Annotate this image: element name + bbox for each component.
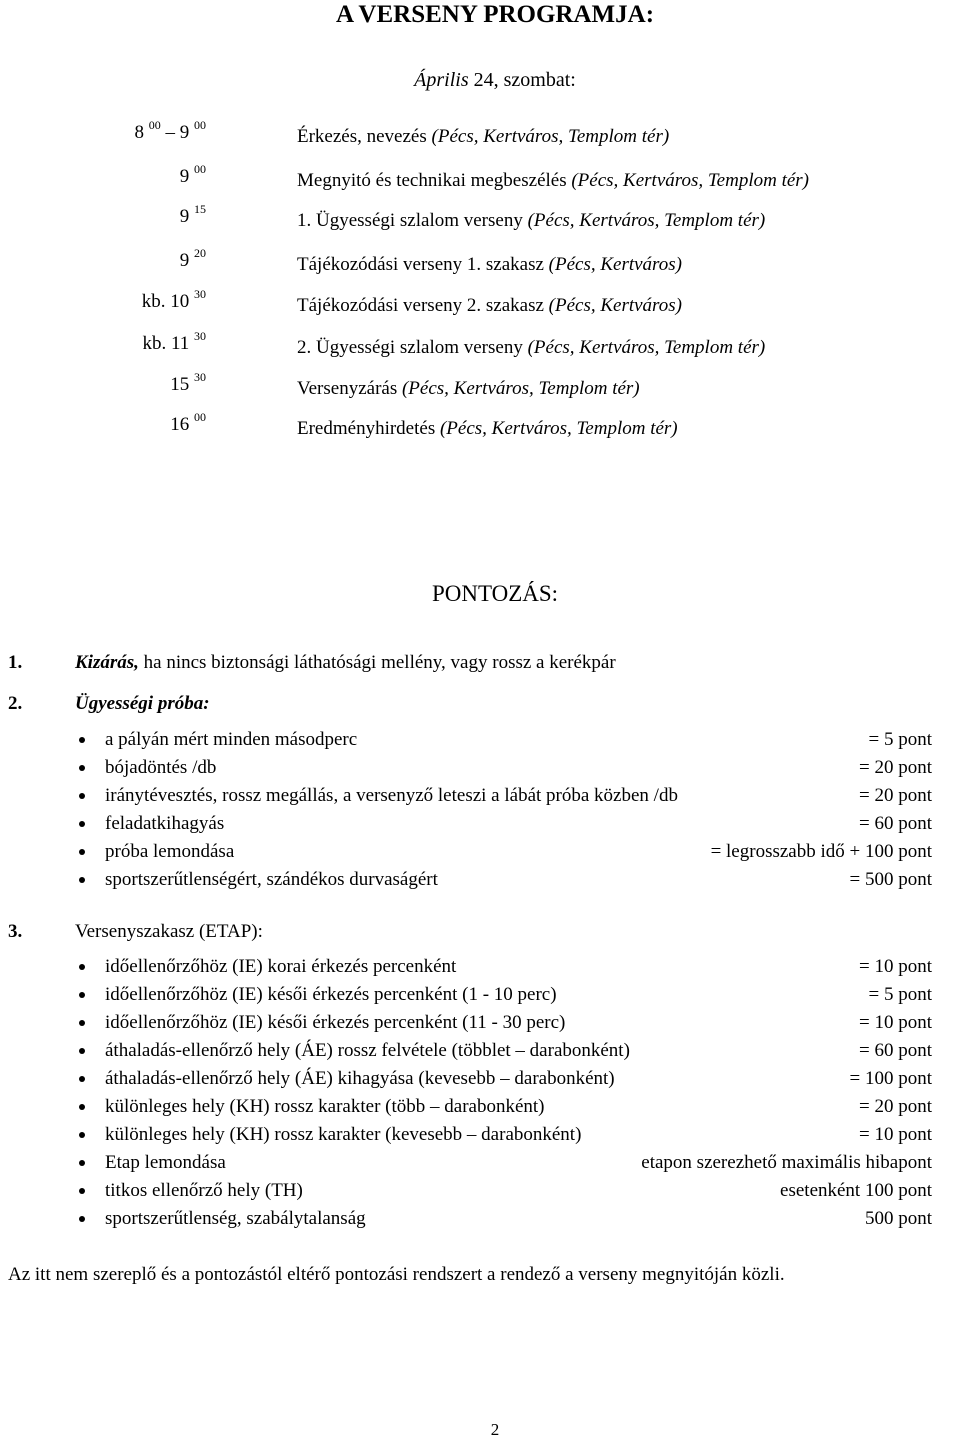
list-item-value: = 10 pont xyxy=(859,956,932,977)
schedule-time: 9 $^{15}$ xyxy=(179,201,206,227)
scoring-heading: PONTOZÁS: xyxy=(431,581,559,606)
list-item-label: különleges hely (KH) rossz karakter (több – darabonként) xyxy=(105,1096,545,1117)
bullet-icon xyxy=(79,1132,85,1138)
bullet-icon xyxy=(79,1076,85,1082)
list-item-label: időellenőrzőhöz (IE) korai érkezés percenként xyxy=(105,956,457,977)
list-item-value: = 10 pont xyxy=(859,1012,932,1033)
list-item-label: Etap lemondása xyxy=(105,1152,226,1173)
bullet-icon xyxy=(79,1020,85,1026)
schedule-time: kb. 10 $^{30}$ xyxy=(141,286,206,312)
bullet-icon xyxy=(79,1048,85,1054)
list-item-label: áthaladás-ellenőrző hely (ÁE) rossz felvétele (többlet – darabonként) xyxy=(105,1040,630,1061)
list-item-value: = 20 pont xyxy=(859,757,932,778)
schedule-event: Versenyzárás (Pécs, Kertváros, Templom tér) xyxy=(297,378,640,399)
bullet-icon xyxy=(79,821,85,827)
list-item-label: sportszerűtlenségért, szándékos durvaságért xyxy=(105,869,438,890)
list-item-value: = 10 pont xyxy=(859,1124,932,1145)
schedule-event: Tájékozódási verseny 1. szakasz (Pécs, Kertváros) xyxy=(297,254,682,275)
bullet-icon xyxy=(79,992,85,998)
schedule-event: Megnyitó és technikai megbeszélés (Pécs, Kertváros, Templom tér) xyxy=(297,170,810,191)
schedule-time: 9 $^{20}$ xyxy=(179,245,206,271)
schedule-time: 8 $^{00}$ – 9 $^{00}$ xyxy=(134,117,206,143)
bullet-icon xyxy=(79,1104,85,1110)
section-number: 1. xyxy=(8,652,23,673)
date-rest: 24, szombat: xyxy=(468,69,576,91)
schedule-event: 2. Ügyességi szlalom verseny (Pécs, Kertváros, Templom tér) xyxy=(297,337,766,358)
list-item-label: iránytévesztés, rossz megállás, a versenyző leteszi a lábát próba közben /db xyxy=(105,785,678,806)
list-item-value: esetenként 100 pont xyxy=(780,1180,932,1201)
section-number: 2. xyxy=(8,693,23,714)
list-item-label: próba lemondása xyxy=(105,841,235,862)
list-item-value: = 5 pont xyxy=(868,729,932,750)
schedule-event: 1. Ügyességi szlalom verseny (Pécs, Kertváros, Templom tér) xyxy=(297,210,766,231)
list-item-label: különleges hely (KH) rossz karakter (kevesebb – darabonként) xyxy=(105,1124,582,1145)
bullet-icon xyxy=(79,737,85,743)
schedule-time: 16 $^{00}$ xyxy=(170,409,206,435)
bullet-icon xyxy=(79,1160,85,1166)
list-item-value: 500 pont xyxy=(864,1208,932,1229)
list-item-value: = 60 pont xyxy=(859,1040,932,1061)
schedule-time: kb. 11 $^{30}$ xyxy=(142,328,206,354)
list-item-label: bójadöntés /db xyxy=(105,757,217,778)
section-1-line xyxy=(75,652,616,675)
list-item-label: időellenőrzőhöz (IE) késői érkezés percenként (11 - 30 perc) xyxy=(105,1012,566,1033)
list-item-label: áthaladás-ellenőrző hely (ÁE) kihagyása (kevesebb – darabonként) xyxy=(105,1068,615,1089)
schedule-time: 9 $^{00}$ xyxy=(179,161,206,187)
section-2-title: Ügyességi próba: xyxy=(75,693,210,714)
list-item-label: a pályán mért minden másodperc xyxy=(105,729,358,750)
bullet-icon xyxy=(79,849,85,855)
list-item-value: = legrosszabb idő + 100 pont xyxy=(710,841,932,862)
schedule-event: Tájékozódási verseny 2. szakasz (Pécs, Kertváros) xyxy=(297,295,682,316)
schedule-event: Érkezés, nevezés (Pécs, Kertváros, Templom tér) xyxy=(297,126,670,147)
schedule-event: Eredményhirdetés (Pécs, Kertváros, Templom tér) xyxy=(297,418,678,439)
list-item-value: = 60 pont xyxy=(859,813,932,834)
page-title: A VERSENY PROGRAMJA: xyxy=(335,1,655,28)
bullet-icon xyxy=(79,765,85,771)
section-3-title: Versenyszakasz (ETAP): xyxy=(75,921,263,942)
bullet-icon xyxy=(79,1216,85,1222)
list-item-label: feladatkihagyás xyxy=(105,813,225,834)
section-1-title: Kizárás, xyxy=(75,652,139,673)
date-day: Április xyxy=(414,69,469,91)
bullet-icon xyxy=(79,793,85,799)
list-item-value: = 5 pont xyxy=(868,984,932,1005)
list-item-value: = 20 pont xyxy=(859,785,932,806)
bullet-icon xyxy=(79,964,85,970)
section-1-text: ha nincs biztonsági láthatósági mellény, vagy rossz a kerékpár xyxy=(138,652,616,673)
list-item-value: = 20 pont xyxy=(859,1096,932,1117)
list-item-label: időellenőrzőhöz (IE) késői érkezés percenként (1 - 10 perc) xyxy=(105,984,557,1005)
bullet-icon xyxy=(79,1188,85,1194)
footer-note: Az itt nem szereplő és a pontozástól eltérő pontozási rendszert a rendező a verseny megnyitóján közli. xyxy=(8,1264,785,1285)
list-item-value: etapon szerezhető maximális hibapont xyxy=(641,1152,932,1173)
list-item-value: = 100 pont xyxy=(849,1068,932,1089)
event-date xyxy=(0,68,960,92)
list-item-label: sportszerűtlenség, szabálytalanság xyxy=(105,1208,366,1229)
section-number: 3. xyxy=(8,921,23,942)
list-item-label: titkos ellenőrző hely (TH) xyxy=(105,1180,303,1201)
page-number: 2 xyxy=(490,1420,500,1439)
list-item-value: = 500 pont xyxy=(849,869,932,890)
bullet-icon xyxy=(79,877,85,883)
schedule-time: 15 $^{30}$ xyxy=(170,369,206,395)
